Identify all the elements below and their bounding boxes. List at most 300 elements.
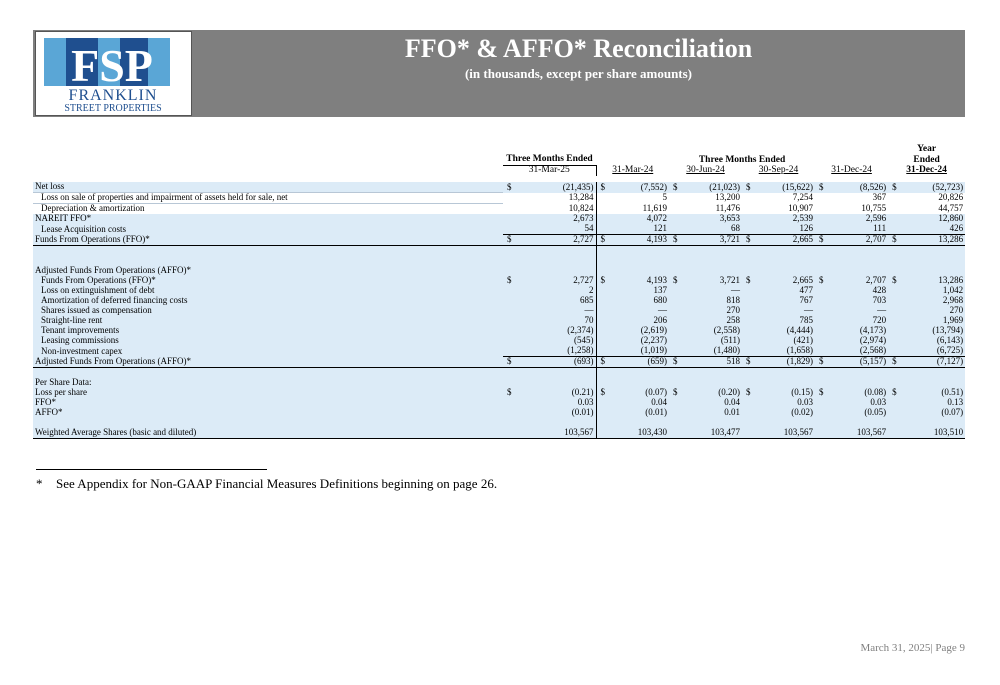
value-cell: (15,622) bbox=[756, 182, 815, 193]
col-header-q1-24: 31-Mar-24 bbox=[612, 165, 654, 175]
currency-symbol bbox=[669, 398, 683, 408]
currency-symbol bbox=[815, 224, 829, 235]
table-row bbox=[33, 246, 965, 257]
value-cell: (545) bbox=[517, 336, 596, 346]
currency-symbol bbox=[742, 286, 756, 296]
currency-symbol: $ bbox=[669, 388, 683, 398]
value-cell: 0.03 bbox=[517, 398, 596, 408]
logo-letters: FSP bbox=[71, 40, 153, 91]
currency-symbol bbox=[596, 336, 610, 346]
table-row bbox=[33, 336, 965, 346]
value-cell: (0.01) bbox=[517, 408, 596, 418]
row-label: Leasing commissions bbox=[33, 336, 503, 346]
value-cell: 680 bbox=[610, 296, 669, 306]
value-cell: — bbox=[829, 306, 888, 316]
value-cell: 206 bbox=[610, 316, 669, 326]
currency-symbol bbox=[503, 256, 517, 266]
table-row bbox=[33, 214, 965, 224]
value-cell: 44,757 bbox=[938, 203, 964, 213]
value-cell: 103,477 bbox=[683, 428, 742, 439]
table-row bbox=[33, 378, 965, 388]
currency-symbol bbox=[669, 336, 683, 346]
value-cell: 13,200 bbox=[715, 192, 740, 203]
currency-symbol bbox=[669, 246, 683, 257]
currency-symbol: $ bbox=[596, 182, 610, 193]
value-cell: (0.20) bbox=[683, 388, 742, 398]
row-label: Weighted Average Shares (basic and diluted) bbox=[33, 428, 503, 439]
value-cell: — bbox=[517, 306, 596, 316]
currency-symbol bbox=[503, 214, 517, 224]
value-cell: 720 bbox=[829, 316, 888, 326]
currency-symbol bbox=[669, 296, 683, 306]
value-cell: 518 bbox=[683, 357, 742, 368]
currency-symbol: $ bbox=[503, 276, 517, 286]
currency-symbol bbox=[669, 316, 683, 326]
currency-symbol bbox=[596, 306, 610, 316]
currency-symbol: $ bbox=[888, 388, 902, 398]
currency-symbol bbox=[503, 224, 517, 235]
currency-symbol bbox=[503, 428, 517, 439]
value-cell bbox=[829, 256, 888, 266]
currency-symbol bbox=[503, 336, 517, 346]
row-label: NAREIT FFO* bbox=[33, 214, 503, 224]
currency-symbol bbox=[742, 224, 756, 235]
value-cell: (7,127) bbox=[902, 357, 965, 368]
currency-symbol bbox=[815, 326, 829, 336]
currency-symbol bbox=[815, 204, 829, 215]
table-row bbox=[33, 428, 965, 439]
currency-symbol bbox=[503, 346, 517, 357]
value-cell: (511) bbox=[683, 336, 742, 346]
currency-symbol: $ bbox=[742, 276, 756, 286]
value-cell bbox=[610, 246, 669, 257]
currency-symbol bbox=[669, 214, 683, 224]
currency-symbol: $ bbox=[669, 276, 683, 286]
currency-symbol: $ bbox=[669, 357, 683, 368]
currency-symbol bbox=[888, 368, 902, 379]
currency-symbol: $ bbox=[503, 357, 517, 368]
value-cell: 13,286 bbox=[902, 235, 965, 246]
row-label: Adjusted Funds From Operations (AFFO)* bbox=[33, 357, 503, 368]
page-number: March 31, 2025| Page 9 bbox=[860, 642, 965, 654]
value-cell: 20,826 bbox=[938, 192, 964, 203]
row-label: Loss on sale of properties and impairment of assets held for sale, net bbox=[33, 193, 503, 204]
value-cell bbox=[902, 368, 965, 379]
currency-symbol bbox=[596, 214, 610, 224]
currency-symbol bbox=[503, 408, 517, 418]
value-cell: 426 bbox=[902, 224, 965, 235]
row-label: Straight-line rent bbox=[33, 316, 503, 326]
value-cell: (21,435) bbox=[517, 182, 596, 193]
group-header-current: Three Months Ended bbox=[503, 155, 596, 166]
currency-symbol: $ bbox=[815, 182, 829, 193]
value-cell: (2,974) bbox=[829, 336, 888, 346]
value-cell: (0.15) bbox=[756, 388, 815, 398]
value-cell: (1,658) bbox=[756, 346, 815, 357]
footnote bbox=[36, 476, 497, 492]
value-cell: 0.01 bbox=[683, 408, 742, 418]
currency-symbol bbox=[815, 286, 829, 296]
currency-symbol: $ bbox=[742, 235, 756, 246]
currency-symbol: $ bbox=[742, 357, 756, 368]
value-cell: (2,558) bbox=[683, 326, 742, 336]
value-cell: (1,019) bbox=[610, 346, 669, 357]
row-label: Funds From Operations (FFO)* bbox=[33, 276, 503, 286]
currency-symbol bbox=[815, 398, 829, 408]
value-cell: 270 bbox=[683, 306, 742, 316]
value-cell: 2,707 bbox=[829, 276, 888, 286]
currency-symbol: $ bbox=[742, 182, 756, 193]
currency-symbol bbox=[888, 224, 902, 235]
col-header-q3-24: 30-Sep-24 bbox=[758, 165, 799, 175]
currency-symbol: $ bbox=[503, 235, 517, 246]
currency-symbol bbox=[596, 428, 610, 439]
value-cell bbox=[902, 256, 965, 266]
value-cell: 0.04 bbox=[683, 398, 742, 408]
col-header-q2-24: 30-Jun-24 bbox=[686, 165, 725, 175]
footnote-rule bbox=[36, 469, 267, 470]
value-cell bbox=[902, 246, 965, 257]
table-row bbox=[33, 388, 965, 398]
currency-symbol bbox=[888, 316, 902, 326]
company-logo bbox=[35, 31, 192, 116]
currency-symbol bbox=[888, 326, 902, 336]
row-label: Amortization of deferred financing costs bbox=[33, 296, 503, 306]
currency-symbol bbox=[669, 306, 683, 316]
value-cell bbox=[610, 368, 669, 379]
value-cell bbox=[683, 256, 742, 266]
value-cell: 685 bbox=[517, 296, 596, 306]
value-cell: 2,968 bbox=[902, 296, 965, 306]
currency-symbol bbox=[888, 428, 902, 439]
currency-symbol bbox=[669, 256, 683, 266]
currency-symbol bbox=[669, 286, 683, 296]
value-cell: 2,596 bbox=[829, 214, 888, 224]
value-cell: (0.51) bbox=[902, 388, 965, 398]
currency-symbol bbox=[742, 408, 756, 418]
value-cell: 10,907 bbox=[788, 203, 813, 213]
value-cell bbox=[829, 246, 888, 257]
currency-symbol: $ bbox=[596, 235, 610, 246]
value-cell: (0.08) bbox=[829, 388, 888, 398]
value-cell: 2,707 bbox=[829, 235, 888, 246]
row-label: Depreciation & amortization bbox=[41, 203, 145, 214]
value-cell: (4,173) bbox=[829, 326, 888, 336]
currency-symbol: $ bbox=[815, 235, 829, 246]
currency-symbol: $ bbox=[888, 357, 902, 368]
currency-symbol bbox=[503, 286, 517, 296]
currency-symbol: $ bbox=[888, 182, 902, 193]
value-cell: — bbox=[610, 306, 669, 316]
currency-symbol: $ bbox=[596, 388, 610, 398]
value-cell: 103,567 bbox=[517, 428, 596, 439]
value-cell: (693) bbox=[517, 357, 596, 368]
col-header-fy-24: 31-Dec-24 bbox=[906, 165, 947, 175]
currency-symbol bbox=[815, 296, 829, 306]
value-cell: (13,794) bbox=[902, 326, 965, 336]
row-label: Shares issued as compensation bbox=[33, 306, 503, 316]
value-cell: (2,374) bbox=[517, 326, 596, 336]
value-cell: 121 bbox=[610, 224, 669, 235]
col-header-q1-25: 31-Mar-25 bbox=[503, 166, 596, 177]
value-cell: 2,727 bbox=[517, 276, 596, 286]
value-cell: (0.01) bbox=[610, 408, 669, 418]
value-cell: (659) bbox=[610, 357, 669, 368]
currency-symbol: $ bbox=[669, 235, 683, 246]
currency-symbol bbox=[742, 368, 756, 379]
currency-symbol bbox=[742, 306, 756, 316]
currency-symbol bbox=[503, 193, 517, 204]
row-label: Tenant improvements bbox=[33, 326, 503, 336]
currency-symbol bbox=[503, 204, 517, 215]
currency-symbol bbox=[742, 204, 756, 215]
currency-symbol bbox=[669, 346, 683, 357]
row-label: Lease Acquisition costs bbox=[33, 224, 503, 235]
table-row bbox=[33, 204, 965, 215]
currency-symbol bbox=[503, 418, 517, 428]
value-cell: 70 bbox=[517, 316, 596, 326]
currency-symbol bbox=[742, 256, 756, 266]
currency-symbol bbox=[596, 368, 610, 379]
currency-symbol: $ bbox=[888, 276, 902, 286]
value-cell: 3,653 bbox=[683, 214, 742, 224]
currency-symbol bbox=[888, 256, 902, 266]
value-cell: (1,258) bbox=[517, 346, 596, 357]
value-cell: (4,444) bbox=[756, 326, 815, 336]
value-cell: (7,552) bbox=[610, 182, 669, 193]
year-header-line1: Year bbox=[917, 144, 937, 155]
currency-symbol bbox=[888, 418, 902, 428]
value-cell bbox=[610, 256, 669, 266]
value-cell: 126 bbox=[756, 224, 815, 235]
value-cell bbox=[756, 246, 815, 257]
value-cell: (6,143) bbox=[902, 336, 965, 346]
currency-symbol bbox=[503, 398, 517, 408]
value-cell: 4,072 bbox=[610, 214, 669, 224]
value-cell bbox=[683, 368, 742, 379]
value-cell: 103,567 bbox=[829, 428, 888, 439]
value-cell: 428 bbox=[829, 286, 888, 296]
currency-symbol bbox=[742, 296, 756, 306]
value-cell: 103,567 bbox=[756, 428, 815, 439]
currency-symbol: $ bbox=[815, 388, 829, 398]
table-row bbox=[33, 276, 965, 286]
table-row bbox=[33, 193, 965, 204]
currency-symbol bbox=[742, 346, 756, 357]
value-cell: (6,725) bbox=[902, 346, 965, 357]
value-cell: 367 bbox=[872, 192, 887, 203]
table-row bbox=[33, 296, 965, 306]
table-row bbox=[33, 408, 965, 418]
currency-symbol bbox=[596, 326, 610, 336]
currency-symbol bbox=[503, 306, 517, 316]
value-cell: 2,673 bbox=[517, 214, 596, 224]
value-cell: — bbox=[683, 286, 742, 296]
currency-symbol bbox=[669, 204, 683, 215]
currency-symbol bbox=[815, 346, 829, 357]
row-label bbox=[33, 368, 503, 379]
table-row bbox=[33, 235, 965, 246]
currency-symbol bbox=[888, 346, 902, 357]
currency-symbol bbox=[596, 204, 610, 215]
value-cell: 4,193 bbox=[610, 276, 669, 286]
value-cell bbox=[517, 246, 596, 257]
currency-symbol: $ bbox=[503, 388, 517, 398]
currency-symbol bbox=[888, 336, 902, 346]
value-cell bbox=[517, 368, 596, 379]
currency-symbol bbox=[815, 408, 829, 418]
value-cell: 0.03 bbox=[756, 398, 815, 408]
table-row bbox=[33, 357, 965, 368]
table-row bbox=[33, 306, 965, 316]
currency-symbol: $ bbox=[888, 235, 902, 246]
currency-symbol bbox=[596, 224, 610, 235]
year-header-line2: Ended bbox=[913, 154, 940, 165]
value-cell: (21,023) bbox=[683, 182, 742, 193]
currency-symbol bbox=[596, 256, 610, 266]
logo-name: FRANKLIN bbox=[68, 87, 158, 104]
currency-symbol bbox=[815, 193, 829, 204]
reconciliation-table bbox=[33, 145, 965, 439]
currency-symbol bbox=[669, 326, 683, 336]
currency-symbol bbox=[503, 246, 517, 257]
value-cell: 0.03 bbox=[829, 398, 888, 408]
currency-symbol bbox=[742, 316, 756, 326]
table-row bbox=[33, 326, 965, 336]
currency-symbol bbox=[815, 336, 829, 346]
currency-symbol: $ bbox=[815, 357, 829, 368]
value-cell: 0.13 bbox=[902, 398, 965, 408]
row-label: FFO* bbox=[33, 398, 503, 408]
value-cell: 767 bbox=[756, 296, 815, 306]
value-cell: 68 bbox=[683, 224, 742, 235]
value-cell: 785 bbox=[756, 316, 815, 326]
value-cell: (2,619) bbox=[610, 326, 669, 336]
currency-symbol bbox=[742, 398, 756, 408]
table-row bbox=[33, 224, 965, 235]
value-cell: 1,042 bbox=[902, 286, 965, 296]
value-cell: (2,237) bbox=[610, 336, 669, 346]
value-cell: 2,665 bbox=[756, 276, 815, 286]
currency-symbol bbox=[888, 246, 902, 257]
value-cell: 2 bbox=[517, 286, 596, 296]
row-label bbox=[33, 246, 503, 257]
value-cell: 0.04 bbox=[610, 398, 669, 408]
currency-symbol bbox=[888, 408, 902, 418]
currency-symbol: $ bbox=[596, 276, 610, 286]
value-cell: (0.05) bbox=[829, 408, 888, 418]
currency-symbol bbox=[815, 214, 829, 224]
currency-symbol bbox=[669, 408, 683, 418]
currency-symbol bbox=[888, 286, 902, 296]
currency-symbol bbox=[742, 246, 756, 257]
currency-symbol bbox=[596, 246, 610, 257]
table-row bbox=[33, 266, 965, 276]
value-cell: 111 bbox=[829, 224, 888, 235]
currency-symbol bbox=[742, 336, 756, 346]
value-cell bbox=[829, 368, 888, 379]
table-row bbox=[33, 316, 965, 326]
row-label: Per Share Data: bbox=[33, 378, 503, 388]
currency-symbol bbox=[596, 316, 610, 326]
value-cell: 818 bbox=[683, 296, 742, 306]
currency-symbol bbox=[888, 214, 902, 224]
value-cell: 11,619 bbox=[642, 203, 667, 213]
value-cell: 11,476 bbox=[715, 203, 740, 213]
value-cell: (421) bbox=[756, 336, 815, 346]
currency-symbol bbox=[742, 428, 756, 439]
currency-symbol bbox=[669, 193, 683, 204]
value-cell: 10,824 bbox=[517, 204, 596, 215]
value-cell: 5 bbox=[662, 192, 667, 203]
currency-symbol: $ bbox=[815, 276, 829, 286]
value-cell: 4,193 bbox=[610, 235, 669, 246]
currency-symbol bbox=[669, 418, 683, 428]
currency-symbol bbox=[815, 316, 829, 326]
table-row bbox=[33, 368, 965, 379]
value-cell: 103,430 bbox=[610, 428, 669, 439]
currency-symbol bbox=[815, 246, 829, 257]
value-cell: 2,539 bbox=[756, 214, 815, 224]
currency-symbol bbox=[815, 418, 829, 428]
currency-symbol bbox=[742, 193, 756, 204]
currency-symbol bbox=[503, 316, 517, 326]
currency-symbol bbox=[596, 418, 610, 428]
currency-symbol bbox=[669, 428, 683, 439]
logo-tagline: STREET PROPERTIES bbox=[64, 103, 162, 114]
currency-symbol bbox=[503, 368, 517, 379]
currency-symbol bbox=[503, 296, 517, 306]
table-row bbox=[33, 398, 965, 408]
currency-symbol bbox=[742, 214, 756, 224]
row-label: Adjusted Funds From Operations (AFFO)* bbox=[33, 266, 503, 276]
currency-symbol bbox=[888, 296, 902, 306]
footnote-marker: * bbox=[36, 476, 43, 491]
footnote-text: See Appendix for Non-GAAP Financial Measures Definitions beginning on page 26. bbox=[56, 476, 498, 491]
currency-symbol bbox=[815, 428, 829, 439]
value-cell bbox=[683, 246, 742, 257]
currency-symbol bbox=[669, 224, 683, 235]
currency-symbol bbox=[596, 408, 610, 418]
value-cell: 703 bbox=[829, 296, 888, 306]
value-cell: (0.21) bbox=[517, 388, 596, 398]
value-cell: 3,721 bbox=[683, 276, 742, 286]
value-cell bbox=[756, 368, 815, 379]
value-cell: 10,755 bbox=[861, 203, 887, 213]
currency-symbol bbox=[888, 398, 902, 408]
value-cell: 270 bbox=[902, 306, 965, 316]
group-header-prior: Three Months Ended bbox=[698, 154, 786, 165]
row-label: Loss per share bbox=[33, 388, 503, 398]
value-cell: — bbox=[756, 306, 815, 316]
value-cell: 7,254 bbox=[792, 192, 813, 203]
value-cell: 137 bbox=[610, 286, 669, 296]
value-cell: 12,860 bbox=[902, 214, 965, 224]
currency-symbol bbox=[815, 368, 829, 379]
currency-symbol bbox=[815, 256, 829, 266]
row-label: Non-investment capex bbox=[33, 346, 503, 357]
value-cell: 54 bbox=[517, 224, 596, 235]
value-cell: 13,284 bbox=[517, 193, 596, 204]
currency-symbol bbox=[888, 306, 902, 316]
value-cell: (0.07) bbox=[902, 408, 965, 418]
value-cell: 2,727 bbox=[517, 235, 596, 246]
currency-symbol bbox=[669, 368, 683, 379]
currency-symbol bbox=[888, 193, 902, 204]
value-cell: (2,568) bbox=[829, 346, 888, 357]
value-cell: (8,526) bbox=[829, 182, 888, 193]
currency-symbol bbox=[596, 296, 610, 306]
